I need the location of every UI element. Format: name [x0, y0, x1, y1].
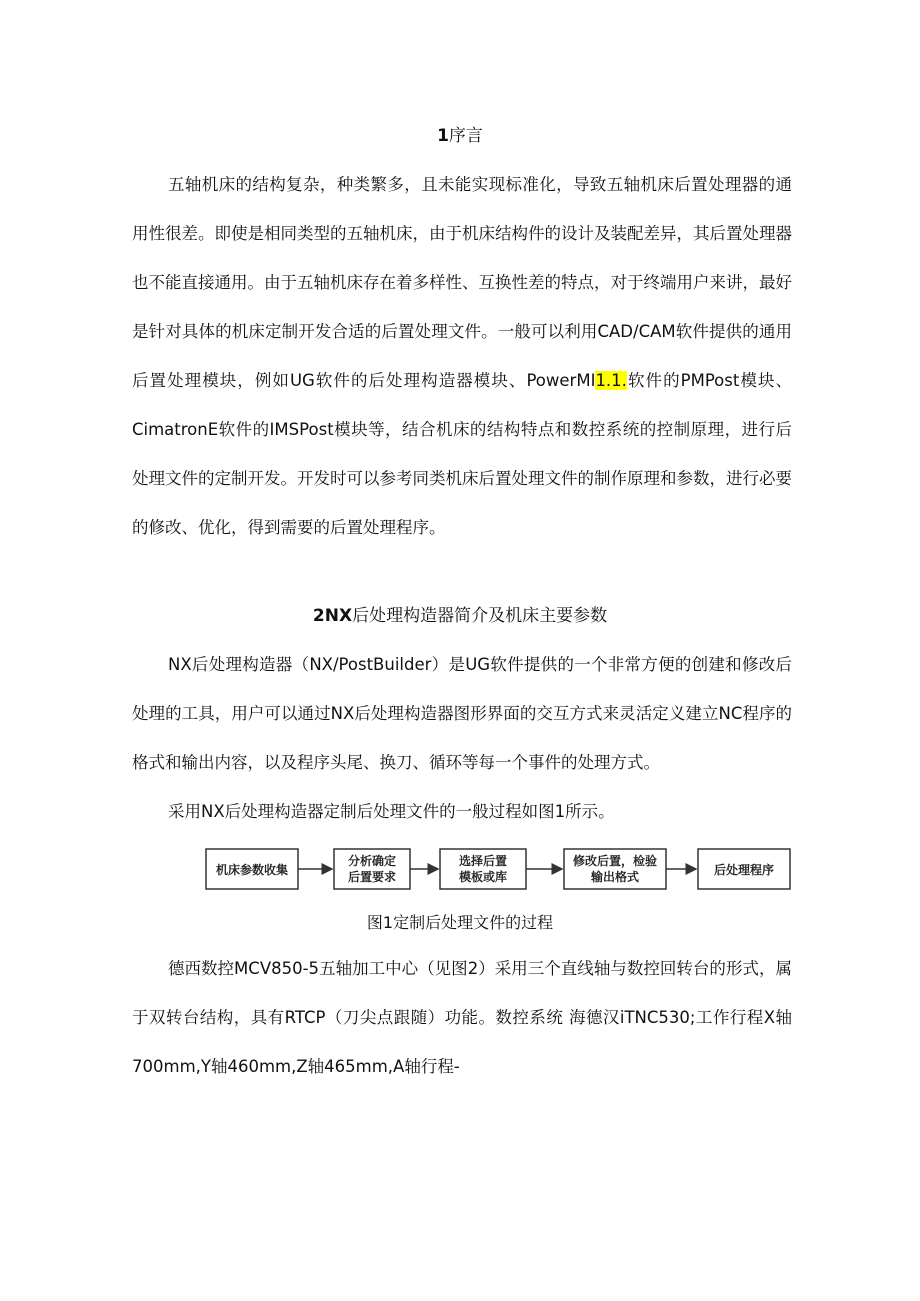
- highlighted-text: 1.1.: [595, 371, 627, 390]
- paragraph-figure-ref: [132, 787, 792, 836]
- flow-step-3-line2: 模板或库: [458, 870, 508, 884]
- flow-step-4-line2: 输出格式: [590, 870, 640, 884]
- paragraph-nx-intro-text: NX后处理构造器（NX/PostBuilder）是UG软件提供的一个非常方便的创建和修改后处理的工具，用户可以通过NX后处理构造器图形界面的交互方式来灵活定义建立NC程序的格式和输出内容，以及程序头尾、换刀、循环等每一个事件的处理方式。: [132, 655, 792, 772]
- section-1-heading: [0, 124, 920, 148]
- section-1-title: 序言: [448, 126, 483, 146]
- flow-step-4-line1: 修改后置，检验: [572, 854, 658, 868]
- flowchart-svg: [204, 843, 792, 895]
- paragraph-machine-params: [132, 944, 792, 1091]
- paragraph-machine-params-text: 德西数控MCV850-5五轴加工中心（见图2）采用三个直线轴与数控回转台的形式，属于双转台结构，具有RTCP（刀尖点跟随）功能。数控系统 海德汉iTNC530;工作行程X轴700mm,Y轴460mm,Z轴465mm,A轴行程-: [132, 959, 792, 1076]
- section-2-heading: [0, 604, 920, 628]
- paragraph-preface-text-a: 五轴机床的结构复杂，种类繁多，且未能实现标准化，导致五轴机床后置处理器的通用性很差。即使是相同类型的五轴机床，由于机床结构件的设计及装配差异，其后置处理器也不能直接通用。由于五轴机床存在着多样性、互换性差的特点，对于终端用户来讲，最好是针对具体的机床定制开发合适的后置处理文件。一般可以利用CAD/CAM软件提供的通用后置处理模块，例如UG软件的后处理构造器模块、PowerMI: [132, 175, 792, 390]
- flow-step-2-line2: 后置要求: [347, 870, 397, 884]
- section-2-number: 2NX: [312, 606, 353, 626]
- paragraph-nx-intro: [132, 640, 792, 787]
- paragraph-figure-ref-text: 采用NX后处理构造器定制后处理文件的一般过程如图1所示。: [168, 802, 615, 821]
- flow-step-5-label: 后处理程序: [713, 863, 775, 877]
- section-1-number: 1: [437, 126, 449, 146]
- flow-step-1-label: 机床参数收集: [215, 863, 289, 877]
- section-2-title: 后处理构造器简介及机床主要参数: [352, 606, 608, 626]
- figure-1-caption: 图1定制后处理文件的过程: [366, 913, 554, 932]
- flow-step-2-line1: 分析确定: [347, 854, 397, 868]
- flowchart-figure-1: [204, 843, 792, 895]
- paragraph-preface-text-b: 软件的PMPost模块、CimatronE软件的IMSPost模块等，结合机床的结构特点和数控系统的控制原理，进行后处理文件的定制开发。开发时可以参考同类机床后置处理文件的制作原理和参数，进行必要的修改、优化，得到需要的后置处理程序。: [132, 371, 792, 537]
- paragraph-preface: [132, 160, 792, 552]
- flow-step-3-line1: 选择后置: [458, 854, 508, 868]
